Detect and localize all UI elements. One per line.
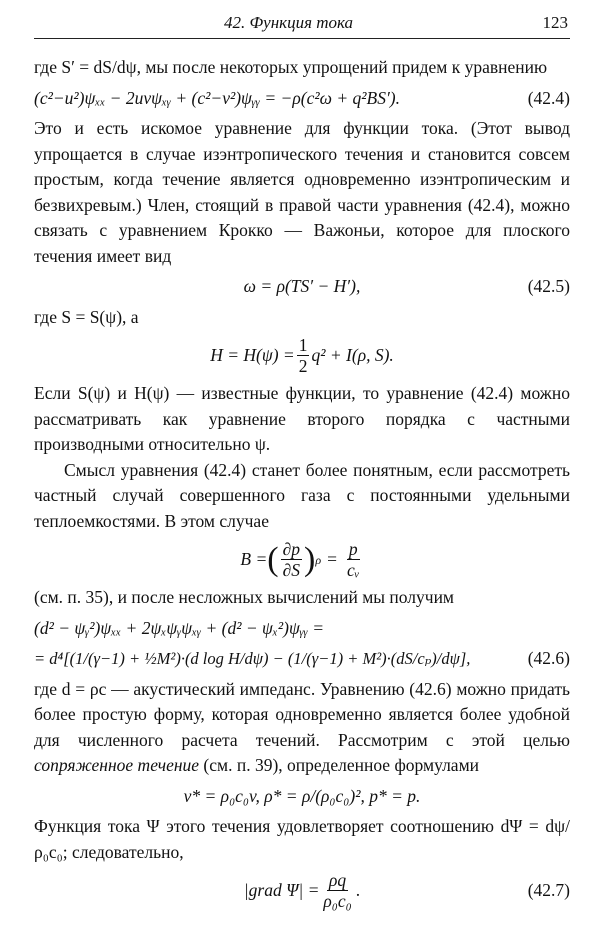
fraction-denominator: ∂S: [282, 560, 300, 580]
equation-conjugate: [34, 784, 570, 810]
equation-number-42-7: (42.7): [527, 879, 570, 900]
paragraph-computations: (см. п. 35), и после несложных вычислений мы получим: [34, 587, 455, 607]
equation-enthalpy: [34, 335, 570, 376]
fraction-one-half: [297, 335, 310, 376]
fraction-rho-q: [321, 870, 353, 911]
equation-conjugate-body: v* = ρ₀c₀v, ρ* = ρ/(ρ₀c₀)², p* = p.: [183, 785, 421, 806]
equation-42-7-period: .: [355, 879, 361, 900]
paragraph-known-functions: Если S(ψ) и H(ψ) — известные функции, то уравнение (42.4) можно рассматривать как уравнение второго порядка с частными производными относительно ψ.: [34, 383, 570, 454]
fraction-denominator: cᵥ: [346, 560, 360, 580]
paragraph-intro: где S′ = dS/dψ, мы после некоторых упрощений придем к уравнению: [34, 57, 548, 77]
book-page: [34, 10, 570, 916]
page-number: 123: [542, 13, 568, 32]
paragraph-where-s: где S = S(ψ), а: [34, 306, 139, 327]
equation-42-6-line-1-body: (d² − ψᵧ²)ψₓₓ + 2ψₓψᵧψₓᵧ + (d² − ψₓ²)ψᵧᵧ =: [34, 617, 325, 638]
paragraph-perfect-gas: Смысл уравнения (42.4) станет более понятным, если рассмотреть частный случай совершенного газа с постоянными удельными теплоемкостями. В этом случае: [34, 459, 570, 531]
page-header: [34, 10, 570, 39]
fraction-dp-ds: [281, 539, 302, 580]
emphasis-conjugate-flow: сопряженное течение: [34, 755, 200, 775]
equation-enthalpy-rhs: q² + I(ρ, S).: [311, 344, 394, 365]
equation-number-42-4: (42.4): [527, 87, 570, 108]
paragraph-stream-function-psi: Функция тока Ψ этого течения удовлетворяет соотношению dΨ = dψ/ρ₀c₀; следовательно,: [34, 816, 570, 862]
equation-number-42-5: (42.5): [527, 276, 570, 296]
equation-42-4: [34, 86, 570, 112]
equation-42-6-line-2-body: = d⁴[(1/(γ−1) + ½M²)·(d log H/dψ) − (1/(γ−1) + M²)·(dS/cₚ)/dψ],: [34, 649, 471, 668]
paragraph-impedance: [34, 677, 570, 779]
fraction-numerator: ∂p: [282, 539, 300, 559]
paragraph-impedance-a: где d = ρc — акустический импеданс. Уравнению (42.6) можно придать более простую форму, которая одновременно является более удобной для численного расчета течений. Рассмотрим с этой целью: [34, 678, 570, 750]
fraction-numerator: ρq: [329, 870, 347, 890]
equation-42-6-line-2: [34, 646, 570, 672]
equation-42-7: [34, 870, 570, 911]
equation-enthalpy-lhs: H = H(ψ) =: [210, 344, 295, 365]
paragraph-impedance-b: (см. п. 39), определенное формулами: [203, 755, 480, 775]
left-paren: (: [267, 540, 279, 578]
right-paren: ): [303, 540, 316, 578]
paragraph-stream-function: Это и есть искомое уравнение для функции тока. (Этот вывод упрощается в случае изэнтропического течения и становится совсем простым, когда течение является одновременно изэнтропическим и безвихревым.) Член, стоящий в правой части уравнения (42.4), можно связать с уравнением Крокко — Важоньи, которое для плоского течения имеет вид: [34, 118, 570, 266]
equals-sign: =: [327, 548, 337, 569]
equation-42-4-body: (c²−u²)ψₓₓ − 2uvψₓᵧ + (c²−v²)ψᵧᵧ = −ρ(c²ω + q²BS′).: [34, 87, 400, 108]
fraction-p-cv: [345, 539, 362, 580]
equation-42-5-body: ω = ρ(TS′ − H′),: [243, 276, 361, 296]
equation-42-6-line-1: [34, 616, 570, 642]
equation-42-5: [34, 274, 570, 300]
fraction-denominator: ρ₀c₀: [323, 891, 352, 911]
equation-number-42-6: (42.6): [527, 648, 570, 668]
equation-b-lhs: B =: [240, 548, 268, 569]
fraction-numerator: p: [348, 539, 358, 559]
equation-42-7-lhs: |grad Ψ| =: [243, 879, 320, 900]
running-title: 42. Функция тока: [224, 13, 354, 32]
equation-b: B = ( $\frac{\partial p}{\partial S}$ ) ρ = $\frac{p}{\text{cᵥ}}$: [240, 539, 360, 580]
fraction-numerator: 1: [298, 335, 308, 355]
fraction-denominator: 2: [298, 356, 308, 376]
